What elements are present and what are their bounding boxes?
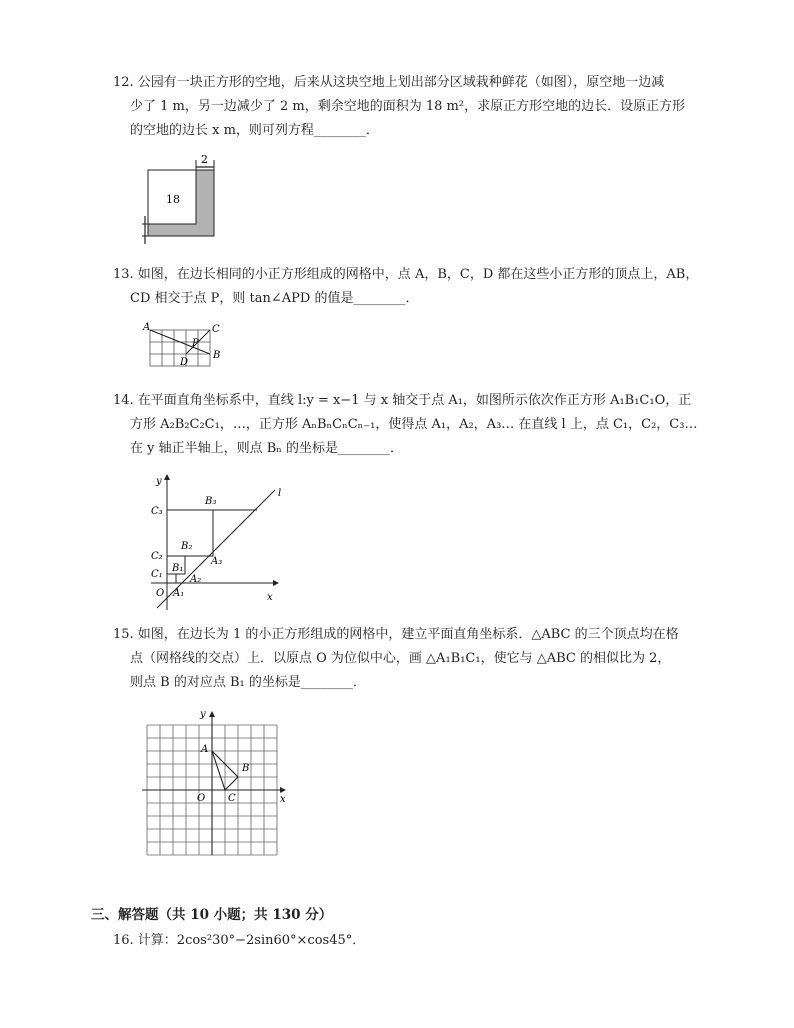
label-y: y bbox=[156, 476, 162, 487]
label-l: l bbox=[278, 488, 282, 499]
label-C: C bbox=[212, 324, 220, 335]
label-x: x bbox=[267, 592, 273, 603]
label-A1: A₁ bbox=[173, 588, 185, 599]
q16-text: 16. 计算：2cos²30°−2sin60°×cos45°． bbox=[113, 933, 366, 948]
q12-figure bbox=[138, 152, 228, 247]
label-B1: B₁ bbox=[172, 563, 184, 574]
label-A: A bbox=[143, 322, 151, 333]
q14-line-2: 方形 A₂B₂C₂C₁，…，正方形 AₙBₙCₙCₙ₋₁，使得点 A₁，A₂，A₃… 在直线 l 上，点 C₁，C₂，C₃… bbox=[130, 417, 698, 432]
label-B: B bbox=[242, 763, 250, 774]
y-axis-arrow bbox=[164, 474, 170, 480]
label-B3: B₃ bbox=[205, 496, 217, 507]
y-axis-arrow bbox=[209, 711, 215, 717]
label-18: 18 bbox=[166, 193, 180, 206]
label-B: B bbox=[213, 350, 221, 361]
label-A3: A₃ bbox=[211, 556, 223, 567]
label-C1: C₁ bbox=[151, 569, 163, 580]
label-O: O bbox=[197, 793, 206, 804]
q13-line-2: CD 相交于点 P，则 tan∠APD 的值是________． bbox=[130, 291, 419, 306]
label-2: 2 bbox=[201, 153, 208, 166]
label-P: P bbox=[192, 338, 199, 349]
label-A: A bbox=[201, 744, 209, 755]
label-y: y bbox=[200, 709, 206, 720]
q15-line-1: 15. 如图，在边长为 1 的小正方形组成的网格中，建立平面直角坐标系．△ABC 的三个顶点均在格 bbox=[113, 627, 679, 642]
q14-figure bbox=[145, 470, 295, 615]
label-C2: C₂ bbox=[151, 551, 163, 562]
q15-line-2: 点（网格线的交点）上．以原点 O 为位似中心，画 △A₁B₁C₁，使它与 △ABC 的相似比为 2， bbox=[130, 651, 671, 666]
label-x: x bbox=[280, 794, 286, 805]
q13-figure bbox=[140, 320, 230, 372]
q15-line-3: 则点 B 的对应点 B₁ 的坐标是________． bbox=[130, 675, 366, 690]
q14-line-3: 在 y 轴正半轴上，则点 Bₙ 的坐标是________． bbox=[130, 441, 404, 456]
q12-line-2: 少了 1 m，另一边减少了 2 m，剩余空地的面积为 18 m²，求原正方形空地的边长．设原正方形 bbox=[130, 99, 686, 114]
x-axis-arrow bbox=[273, 580, 279, 586]
section-3-heading: 三、解答题（共 10 小题；共 130 分） bbox=[91, 907, 333, 923]
label-C3: C₃ bbox=[151, 506, 163, 517]
q13-line-1: 13. 如图，在边长相同的小正方形组成的网格中，点 A，B，C，D 都在这些小正方形的顶点上，AB， bbox=[113, 267, 699, 282]
q14-line-1: 14. 在平面直角坐标系中，直线 l:y = x−1 与 x 轴交于点 A₁，如图所示依次作正方形 A₁B₁C₁O，正 bbox=[113, 393, 692, 408]
label-B2: B₂ bbox=[181, 541, 193, 552]
q15-figure bbox=[140, 705, 300, 860]
x-axis-arrow bbox=[280, 787, 286, 793]
label-D: D bbox=[180, 357, 189, 368]
q12-line-1: 12. 公园有一块正方形的空地，后来从这块空地上划出部分区域栽种鲜花（如图），原空地一边减 bbox=[113, 75, 665, 90]
label-C: C bbox=[228, 793, 236, 804]
label-O: O bbox=[156, 588, 165, 599]
q12-line-3: 的空地的边长 x m，则可列方程________． bbox=[130, 123, 379, 138]
label-A2: A₂ bbox=[190, 574, 202, 585]
